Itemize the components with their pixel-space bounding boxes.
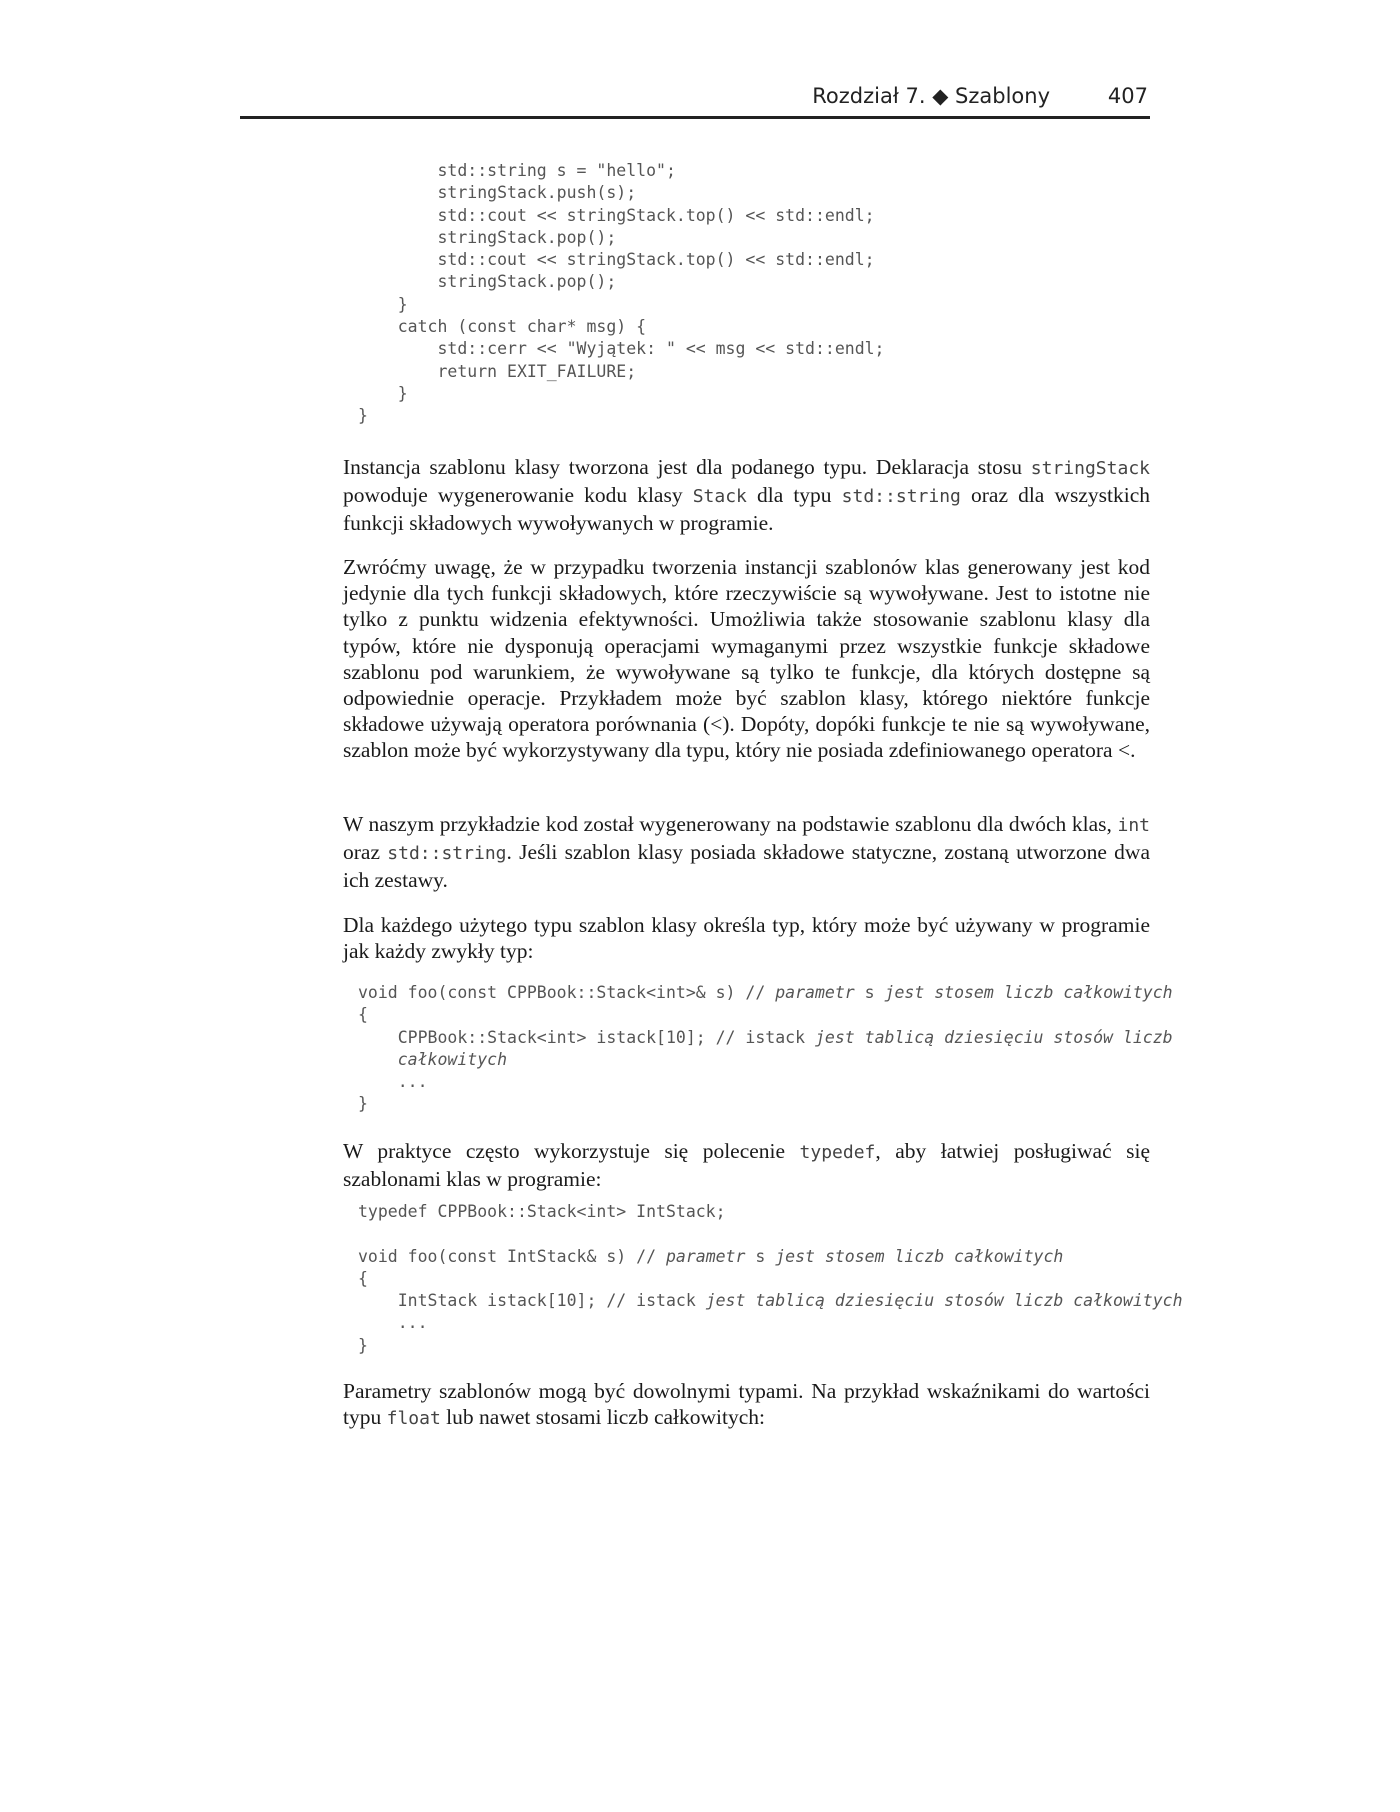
code-line: catch (const char* msg) { — [358, 317, 647, 337]
text-run: lub nawet stosami liczb całkowitych: — [440, 1405, 766, 1430]
code-comment: całkowitych — [358, 1049, 508, 1069]
paragraph-parameters — [343, 1378, 1150, 1432]
code-line: ... — [358, 1072, 428, 1092]
inline-code: float — [386, 1408, 441, 1430]
inline-code: stringStack — [1030, 458, 1150, 479]
text-run: Parametry szablonów mogą być dowolnymi typami. Na przykład wskaźnikami do wartości typu — [343, 1379, 1150, 1430]
inline-code: std::string — [387, 843, 507, 865]
inline-code: Stack — [692, 486, 747, 508]
code-text: s — [745, 1246, 776, 1266]
code-text: IntStack istack[10]; // istack — [358, 1291, 706, 1311]
text-run: oraz dla wszystkich funkcji składowych wywoływanych w programie. — [343, 483, 1150, 536]
code-text: void foo(const IntStack& s) // — [358, 1246, 666, 1266]
code-line: } — [358, 1335, 368, 1355]
code-text: CPPBook::Stack<int> istack[10]; // istack — [358, 1027, 815, 1047]
code-line: } — [358, 294, 408, 314]
code-line: return EXIT_FAILURE; — [358, 361, 637, 381]
text-run: W praktyce często wykorzystuje się polecenie — [343, 1139, 800, 1163]
text-run: oraz — [343, 840, 388, 865]
inline-code: std::string — [841, 486, 961, 508]
code-line: } — [358, 383, 408, 403]
code-comment: jest tablicą dziesięciu stosów liczb całkowitych — [705, 1291, 1183, 1311]
running-header — [240, 80, 1150, 119]
code-line: std::cerr << "Wyjątek: " << msg << std::endl; — [358, 339, 885, 359]
code-block-stack-usage — [358, 160, 885, 428]
code-line: { — [358, 1005, 368, 1025]
code-comment: jest stosem liczb całkowitych — [884, 983, 1173, 1002]
code-line: stringStack.push(s); — [358, 183, 637, 203]
page-number: 407 — [1107, 84, 1148, 108]
code-comment: parametr — [665, 1246, 746, 1266]
text-run: . Jeśli szablon klasy posiada składowe statyczne, zostaną utworzone dwa ich zestawy. — [343, 840, 1150, 893]
code-line: { — [358, 1268, 368, 1288]
code-line: stringStack.pop(); — [358, 227, 617, 247]
code-line: } — [358, 406, 368, 426]
paragraph-instantiation — [343, 454, 1150, 537]
paragraph-example-classes — [343, 811, 1150, 894]
inline-code: typedef — [799, 1142, 876, 1163]
paragraph-typedef — [343, 1138, 1150, 1192]
text-run: , aby łatwiej posługiwać się szablonami klas w programie: — [343, 1139, 1150, 1192]
code-comment: parametr — [775, 983, 855, 1002]
text-run: powoduje wygenerowanie kodu klasy — [343, 483, 693, 508]
text-run: dla typu — [746, 483, 842, 508]
paragraph-type-usage: Dla każdego użytego typu szablon klasy określa typ, który może być używany w programie jak każdy zwykły typ: — [343, 913, 1150, 964]
code-line: } — [358, 1094, 368, 1114]
code-comment: jest tablicą dziesięciu stosów liczb — [814, 1027, 1173, 1047]
code-text: s — [854, 983, 885, 1002]
code-text: void foo(const CPPBook::Stack<int>& s) // — [358, 983, 776, 1002]
code-line: ... — [358, 1313, 428, 1333]
inline-code: int — [1117, 815, 1150, 836]
paragraph-member-functions: Zwróćmy uwagę, że w przypadku tworzenia instancji szablonów klas generowany jest kod jedynie dla tych funkcji składowych, które rzeczywiście są wywoływane. Jest to istotne nie tylko z punktu widzenia efektywności. Umożliwia także stosowanie szablonu klasy dla typów, które nie dysponują operacjami wymaganymi przez wszystkie funkcje składowe szablonu pod warunkiem, że wywoływane są tylko te funkcje, dla których dostępne są odpowiednie operacje. Przykładem może być szablon klasy, którego niektóre funkcje składowe używają operatora porównania (<). Dopóty, dopóki funkcje te nie są wywoływane, szablon może być wykorzystywany dla typu, który nie posiada zdefiniowanego operatora <. — [343, 555, 1150, 763]
code-line: typedef CPPBook::Stack<int> IntStack; — [358, 1202, 726, 1221]
code-line: std::string s = "hello"; — [358, 161, 676, 180]
code-comment: jest stosem liczb całkowitych — [775, 1246, 1064, 1266]
code-block-typedef — [358, 1201, 1183, 1357]
code-line: stringStack.pop(); — [358, 272, 617, 292]
code-line: std::cout << stringStack.top() << std::endl; — [358, 205, 875, 225]
text-run: Instancja szablonu klasy tworzona jest dla podanego typu. Deklaracja stosu — [343, 455, 1031, 479]
code-line: std::cout << stringStack.top() << std::endl; — [358, 250, 875, 270]
code-block-foo — [358, 982, 1173, 1116]
text-run: W naszym przykładzie kod został wygenerowany na podstawie szablonu dla dwóch klas, — [343, 812, 1118, 836]
chapter-title: Rozdział 7. ◆ Szablony — [812, 84, 1050, 108]
